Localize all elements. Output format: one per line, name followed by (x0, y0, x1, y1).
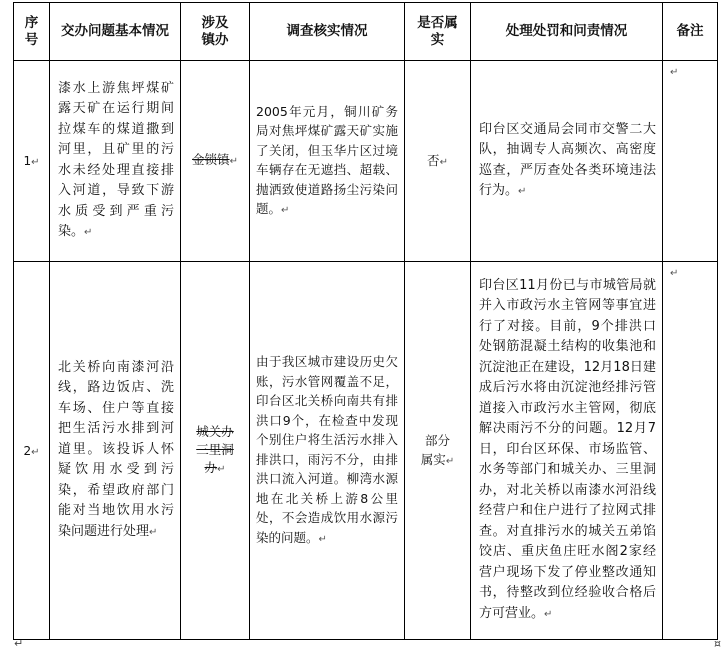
header-is-true: 是否属实 (405, 3, 471, 61)
header-row (14, 3, 718, 61)
table-row (14, 262, 718, 640)
row-findings: 2005年元月，铜川矿务局对焦坪煤矿露天矿实施了关闭，但玉华片区过境车辆存在无遮挡、超载、抛洒致使道路扬尘污染问题。↵ (250, 61, 405, 262)
header-index: 序号 (14, 3, 50, 61)
header-findings: 调查核实情况 (250, 3, 405, 61)
row-end-mark: ¤ (714, 637, 721, 650)
row-action: 印台区11月份已与市城管局就并入市政污水主管网等事宜进行了对接。目前，9个排洪口处钢筋混凝土结构的收集池和沉淀池正在建设，12月18日建成后污水将由沉淀池经排污管道接入市政污水主管网，彻底解决雨污不分的问题。12月7日，印台区环保、市场监管、水务等部门和城关办、三里洞办，对北关桥以南漆水河沿线经营户和住户进行了拉网式排查。对直排污水的城关五弟馅饺店、重庆鱼庄旺水阁2家经营户现场下发了停业整改通知书，待整改到位经验收合格后方可营业。↵ (471, 262, 663, 640)
row-index: 1↵ (14, 61, 50, 262)
row-note: ↵ (663, 262, 718, 640)
row-action: 印台区交通局会同市交警二大队，抽调专人高频次、高密度巡查，严厉查处各类环境违法行为。↵ (471, 61, 663, 262)
row-issue: 漆水上游焦坪煤矿露天矿在运行期间拉煤车的煤道撒到河里，且矿里的污水未经处理直接排入河道，导致下游水质受到严重污染。↵ (50, 61, 181, 262)
row-note: ↵ (663, 61, 718, 262)
header-action: 处理处罚和问责情况 (471, 3, 663, 61)
header-issue: 交办问题基本情况 (50, 3, 181, 61)
complaint-table (13, 2, 718, 640)
header-note: 备注 (663, 3, 718, 61)
table-row (14, 61, 718, 262)
row-findings: 由于我区城市建设历史欠账，污水管网覆盖不足，印台区北关桥向南共有排洪口9个，在检查中发现个别住户将生活污水排入排洪口，雨污不分，由排洪口流入河道。柳湾水源地在北关桥上游8公里处，不会造成饮用水源污染的问题。↵ (250, 262, 405, 640)
row-is-true: 否↵ (405, 61, 471, 262)
row-town: 城关办三里洞办↵ (181, 262, 250, 640)
row-town: 金锁镇↵ (181, 61, 250, 262)
row-is-true: 部分属实↵ (405, 262, 471, 640)
row-issue: 北关桥向南漆河沿线，路边饭店、洗车场、住户等直接把生活污水排到河道里。该投诉人怀疑饮用水受到污染，希望政府部门能对当地饮用水污染问题进行处理↵ (50, 262, 181, 640)
paragraph-mark: ↵ (14, 637, 24, 650)
row-index: 2↵ (14, 262, 50, 640)
header-town: 涉及镇办 (181, 3, 250, 61)
